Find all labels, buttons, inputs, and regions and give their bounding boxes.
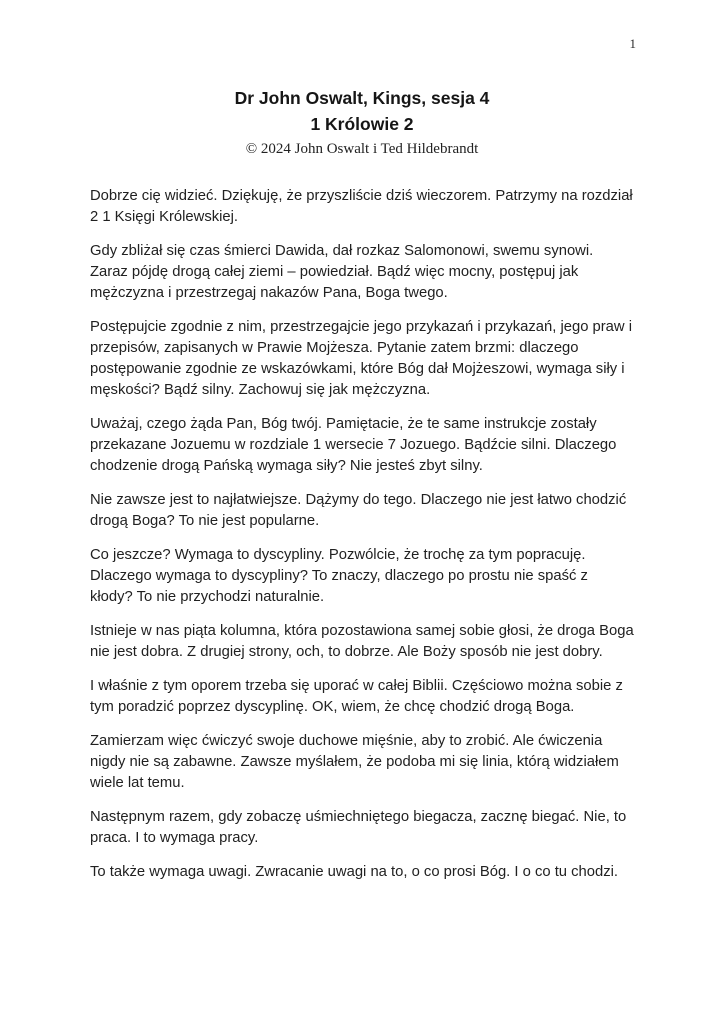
document-header — [90, 85, 634, 160]
copyright-line: © 2024 John Oswalt i Ted Hildebrandt — [245, 141, 479, 157]
paragraph: Gdy zbliżał się czas śmierci Dawida, dał rozkaz Salomonowi, swemu synowi. Zaraz pójdę drogą całej ziemi – powiedział. Bądź więc mocny, postępuj jak mężczyzna i przestrzegaj nakazów Pana, Boga twego. — [90, 243, 594, 301]
paragraph: Zamierzam więc ćwiczyć swoje duchowe mięśnie, aby to zrobić. Ale ćwiczenia nigdy nie są zabawne. Zawsze myślałem, że podoba mi się linia, którą widziałem wiele lat temu. — [90, 733, 619, 791]
paragraph: Istnieje w nas piąta kolumna, która pozostawiona samej sobie głosi, że droga Boga nie jest dobra. Z drugiej strony, och, to dobrze. Ale Boży sposób nie jest dobry. — [90, 623, 634, 660]
page-number: 1 — [629, 36, 636, 51]
title-line-1: Dr John Oswalt, Kings, sesja 4 — [234, 88, 490, 108]
paragraph: Następnym razem, gdy zobaczę uśmiechniętego biegacza, zacznę biegać. Nie, to praca. I to wymaga pracy. — [90, 809, 627, 846]
paragraph: Uważaj, czego żąda Pan, Bóg twój. Pamiętacie, że te same instrukcje zostały przekazane Jozuemu w rozdziale 1 wersecie 7 Jozuego. Bądźcie silni. Dlaczego chodzenie drogą Pańską wymaga siły? Nie jesteś zbyt silny. — [90, 416, 617, 474]
paragraph: I właśnie z tym oporem trzeba się uporać w całej Biblii. Częściowo można sobie z tym poradzić poprzez dyscyplinę. OK, wiem, że chcę chodzić drogą Boga. — [90, 678, 623, 715]
document-body — [90, 186, 634, 883]
title-line-2: 1 Królowie 2 — [310, 114, 414, 134]
paragraph: Postępujcie zgodnie z nim, przestrzegajcie jego przykazań i przykazań, jego praw i przepisów, zapisanych w Prawie Mojżesza. Pytanie zatem brzmi: dlaczego postępowanie zgodnie ze wskazówkami, które Bóg dał Mojżeszowi, wymaga siły i męskości? Bądź silny. Zachowuj się jak mężczyzna. — [90, 319, 633, 398]
paragraph: To także wymaga uwagi. Zwracanie uwagi na to, o co prosi Bóg. I o co tu chodzi. — [90, 864, 619, 880]
document-title — [90, 85, 634, 137]
paragraph: Nie zawsze jest to najłatwiejsze. Dążymy do tego. Dlaczego nie jest łatwo chodzić drogą Boga? To nie jest popularne. — [90, 492, 627, 529]
paragraph: Co jeszcze? Wymaga to dyscypliny. Pozwólcie, że trochę za tym popracuję. Dlaczego wymaga to dyscypliny? To znaczy, dlaczego po prostu nie spaść z kłody? To nie przychodzi naturalnie. — [90, 547, 588, 605]
paragraph: Dobrze cię widzieć. Dziękuję, że przyszliście dziś wieczorem. Patrzymy na rozdział 2 1 Księgi Królewskiej. — [90, 188, 633, 225]
